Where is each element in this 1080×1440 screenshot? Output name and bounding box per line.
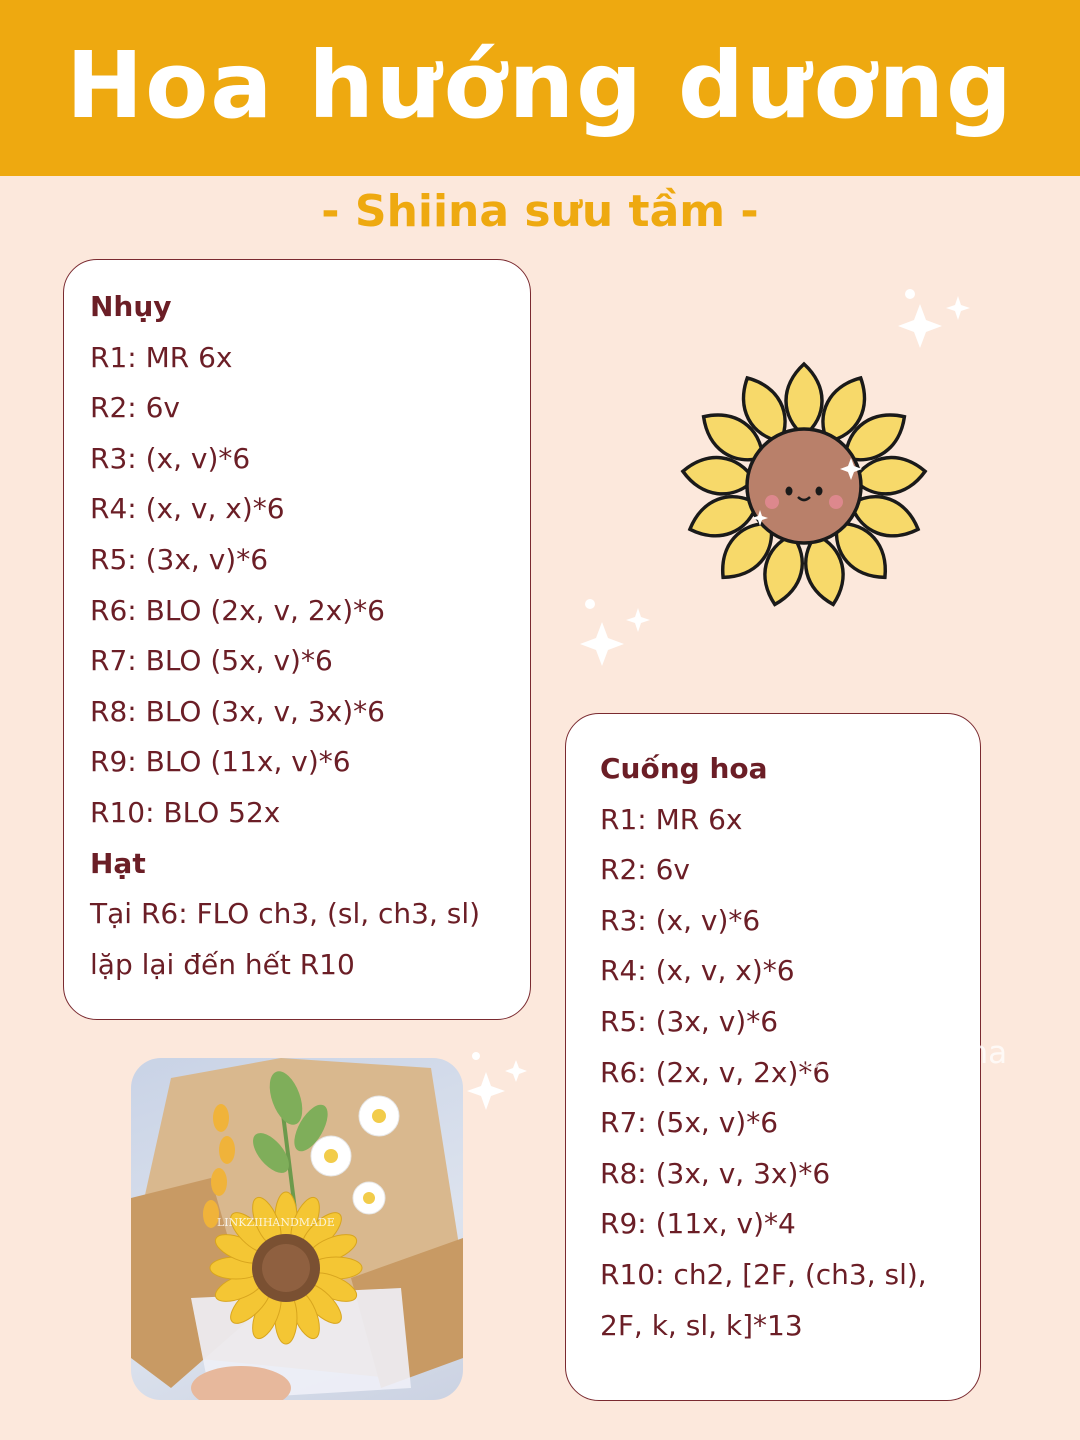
instruction-line: R3: (x, v)*6 <box>600 903 761 937</box>
instruction-line: R1: MR 6x <box>600 802 743 836</box>
instruction-line: R5: (3x, v)*6 <box>90 542 269 576</box>
section-heading: Nhụy <box>90 290 172 323</box>
instruction-line: Tại R6: FLO ch3, (sl, ch3, sl) <box>90 897 481 931</box>
photo-watermark: LINKZIIHANDMADE <box>217 1216 335 1229</box>
sunflower-icon <box>678 360 930 612</box>
sparkle-icon <box>896 282 976 362</box>
instruction-line: R9: (11x, v)*4 <box>600 1207 796 1241</box>
petal <box>786 364 822 436</box>
instruction-line: R1: MR 6x <box>90 340 233 374</box>
instruction-line: R6: BLO (2x, v, 2x)*6 <box>90 593 385 627</box>
instruction-line: R6: (2x, v, 2x)*6 <box>600 1055 831 1089</box>
bouquet-illustration <box>131 1058 463 1400</box>
sparkle-icon <box>576 592 656 672</box>
instruction-line: R9: BLO (11x, v)*6 <box>90 745 351 779</box>
instruction-line: 2F, k, sl, k]*13 <box>600 1308 803 1342</box>
sparkle-icon <box>464 1046 534 1116</box>
section-heading: Hạt <box>90 846 146 880</box>
header-bar <box>0 0 1080 176</box>
watermark: @phng.shiina <box>796 1035 1008 1071</box>
stamen-instructions-card <box>63 259 531 1020</box>
instruction-line: R2: 6v <box>600 853 690 887</box>
instruction-line: lặp lại đến hết R10 <box>90 947 355 981</box>
instruction-line: R8: BLO (3x, v, 3x)*6 <box>90 694 385 728</box>
subtitle: - Shiina sưu tầm - <box>321 186 759 237</box>
instruction-line: R3: (x, v)*6 <box>90 441 251 475</box>
section-heading: Cuống hoa <box>600 752 768 785</box>
instruction-line: R2: 6v <box>90 391 180 425</box>
instruction-line: R7: BLO (5x, v)*6 <box>90 644 333 678</box>
bouquet-photo <box>131 1058 463 1400</box>
instruction-line: R7: (5x, v)*6 <box>600 1106 779 1140</box>
instruction-line: R10: ch2, [2F, (ch3, sl), <box>600 1257 927 1291</box>
instruction-line: R10: BLO 52x <box>90 795 281 829</box>
page-title: Hoa hướng dương <box>66 31 1014 139</box>
instruction-line: R4: (x, v, x)*6 <box>600 954 795 988</box>
instruction-line: R8: (3x, v, 3x)*6 <box>600 1156 831 1190</box>
instruction-line: R5: (3x, v)*6 <box>600 1004 779 1038</box>
instruction-line: R4: (x, v, x)*6 <box>90 492 285 526</box>
